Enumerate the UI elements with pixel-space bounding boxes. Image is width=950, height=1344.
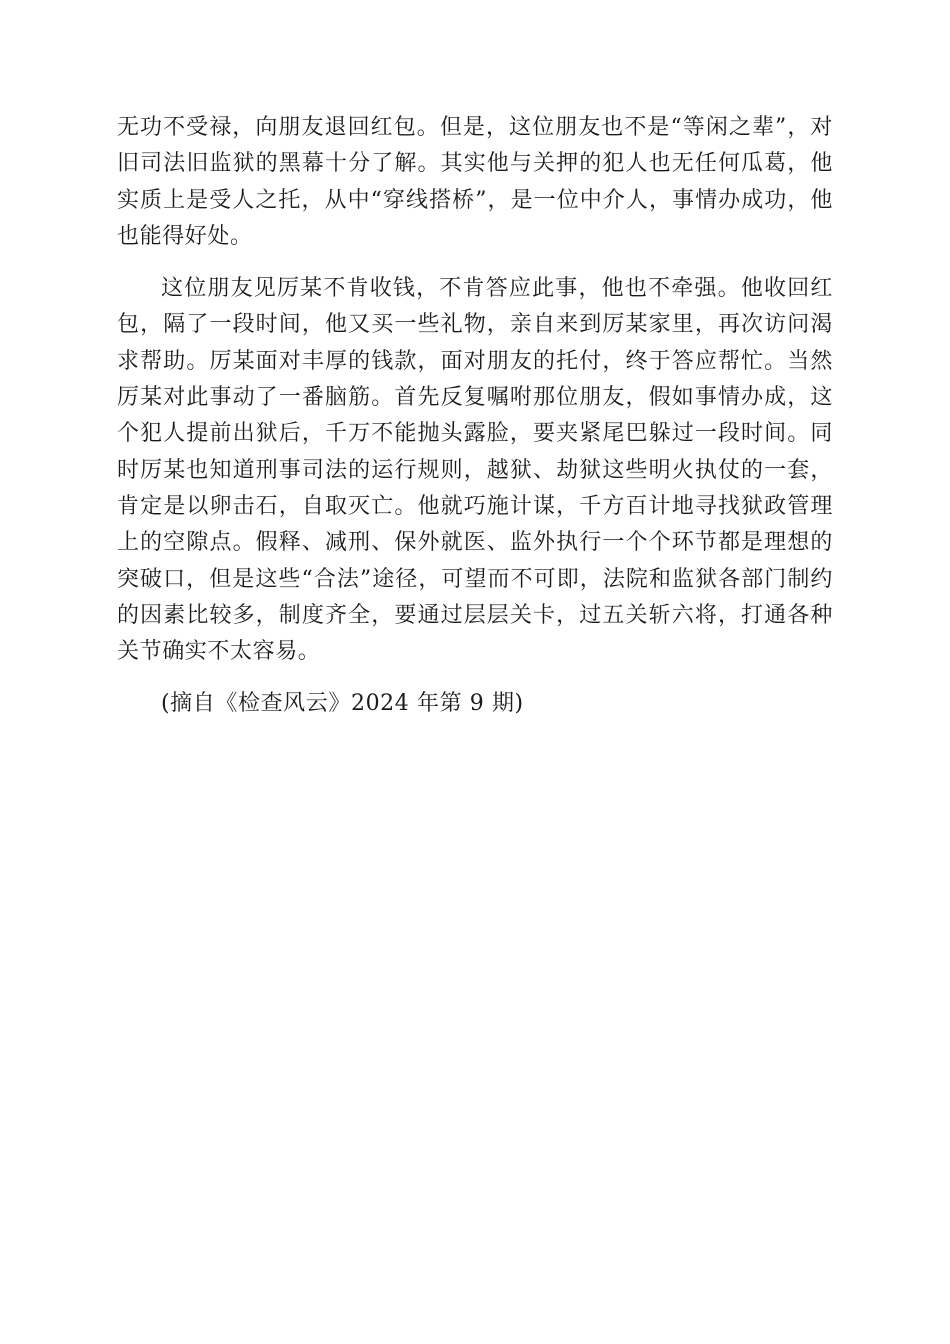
source-citation: (摘自《检查风云》2024 年第 9 期)	[161, 691, 524, 717]
article-body	[117, 110, 833, 723]
paragraph-2: 这位朋友见厉某不肯收钱，不肯答应此事，他也不牵强。他收回红包，隔了一段时间，他又买一些礼物，亲自来到厉某家里，再次访问渴求帮助。厉某面对丰厚的钱款，面对朋友的托付，终于答应帮忙。当然厉某对此事动了一番脑筋。首先反复嘱咐那位朋友，假如事情办成，这个犯人提前出狱后，千万不能抛头露脸，要夹紧尾巴躲过一段时间。同时厉某也知道刑事司法的运行规则，越狱、劫狱这些明火执仗的一套，肯定是以卵击石，自取灭亡。他就巧施计谋，千方百计地寻找狱政管理上的空隙点。假释、减刑、保外就医、监外执行一个个环节都是理想的突破口，但是这些“合法”途径，可望而不可即，法院和监狱各部门制约的因素比较多，制度齐全，要通过层层关卡，过五关斩六将，打通各种关节确实不太容易。	[117, 276, 833, 665]
paragraph-1: 无功不受禄，向朋友退回红包。但是，这位朋友也不是“等闲之辈”，对旧司法旧监狱的黑幕十分了解。其实他与关押的犯人也无任何瓜葛，他实质上是受人之托，从中“穿线搭桥”，是一位中介人，事情办成功，他也能得好处。	[117, 115, 833, 249]
